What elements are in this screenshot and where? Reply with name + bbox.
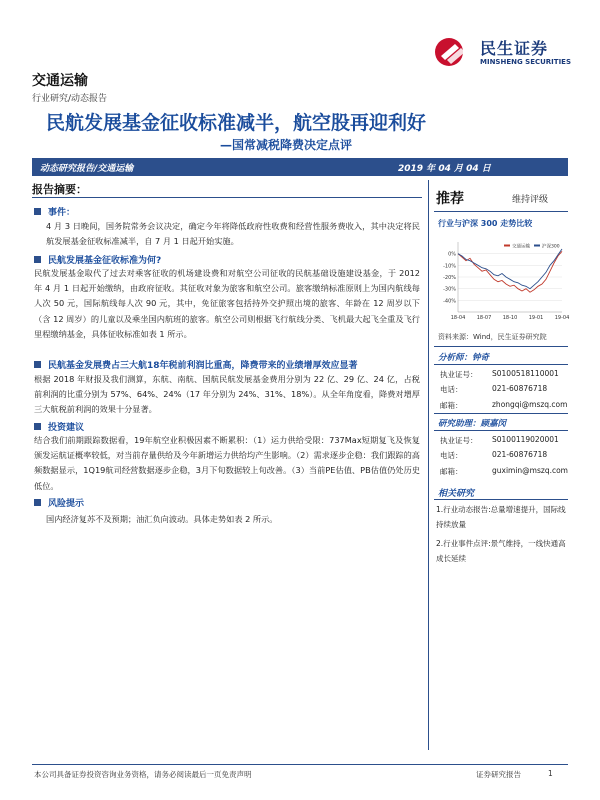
- report-type: 行业研究/动态报告: [32, 94, 108, 104]
- x-tick-label: 19-04: [554, 315, 570, 321]
- divider: [434, 499, 568, 500]
- rating-label: 维持评级: [512, 195, 549, 205]
- bullet-square-icon: [34, 361, 41, 368]
- sector-title: 交通运输: [32, 73, 88, 89]
- report-date: 2019 年 04 月 04 日: [398, 164, 491, 174]
- analyst-phone: 021-60876718: [492, 384, 548, 393]
- related-item[interactable]: 2.行业事件点评:景气维持，一线快通高成长延续: [436, 539, 566, 563]
- section-text-fund: 民航发展基金取代了过去对乘客征收的机场建设费和对航空公司征收的民航基础设施建设基金，于 2012 年 4 月 1 日起开始缴纳，由政府征收。其征收对象为旅客和航空公司。旅客缴纳标准原则上为国内航线每人次 50 元，国际航线每人次 90 元，其中，免征旅客包括持外交护照出境的旅客、年龄在 12 周岁以下（含 12 周岁）的儿童以及乘坐国内航班的旅客。航空公司则根据飞行航线分类、飞机最大起飞全重及飞行里程缴纳基金，具体征收标准如表 1 所示。: [34, 268, 420, 339]
- rating-divider: [434, 211, 568, 212]
- y-tick-label: -10%: [443, 263, 456, 270]
- analyst-cert-label: 执业证号：: [440, 370, 478, 379]
- footer-label: 证券研究报告: [476, 770, 521, 779]
- divider: [434, 413, 568, 414]
- divider: [434, 346, 568, 347]
- report-subtitle: —国常减税降费决定点评: [220, 138, 353, 152]
- analyst-label: 分析师：钟奇: [438, 353, 490, 363]
- section-text-risk: 国内经济复苏不及预期；油汇负向波动。具体走势如表 2 所示。: [46, 514, 278, 524]
- series-line: [458, 249, 562, 289]
- legend-label: 交通运输: [512, 244, 530, 250]
- assistant-phone: 021-60876718: [492, 450, 548, 459]
- assistant-phone-label: 电话：: [440, 451, 463, 460]
- section-text-advice: 结合我们前期跟踪数据看，19年航空业积极因素不断累积：（1）运力供给受限：737Max短期复飞及恢复颁发运航证概率较低，对当前存量供给及今年新增运力供给均产生影响。（2）需求逐步企稳：我们跟踪的高频数据显示，1Q19航司经营数据逐步企稳，3月下旬数据较上旬改善。（3）当前PE估值、PB估值仍处历史低位。: [34, 435, 420, 491]
- related-research-label: 相关研究: [438, 489, 475, 499]
- analyst-cert: S0100518110001: [492, 369, 559, 378]
- y-tick-label: 0%: [448, 251, 456, 258]
- footer-divider: [32, 764, 568, 765]
- assistant-label: 研究助理：顾嘉闵: [438, 419, 507, 429]
- legend-swatch: [534, 245, 540, 247]
- chart-source: 资料来源：Wind，民生证券研究院: [438, 333, 547, 341]
- legend-label: 沪深300: [542, 244, 560, 250]
- assistant-email[interactable]: guximin@mszq.com: [492, 466, 568, 475]
- minsheng-logo-icon: [433, 36, 475, 68]
- bar-category: 动态研究报告/交通运输: [40, 164, 134, 174]
- logo-subtext: MINSHENG SECURITIES: [480, 58, 571, 66]
- assistant-cert-label: 执业证号：: [440, 436, 478, 445]
- recommendation: 推荐: [436, 191, 464, 207]
- assistant-cert: S0100119020001: [492, 435, 559, 444]
- x-tick-label: 18-04: [450, 315, 466, 321]
- assistant-email-label: 邮箱：: [440, 467, 463, 476]
- report-title: 民航发展基金征收标准减半，航空股再迎利好: [46, 112, 427, 134]
- related-item[interactable]: 1.行业动态报告:总量增速提升，国际线持续放量: [436, 505, 566, 529]
- footer-disclaimer[interactable]: 本公司具备证券投资咨询业务资格，请务必阅读最后一页免责声明: [34, 770, 252, 779]
- trend-chart: [436, 236, 570, 326]
- section-heading-advice: 投资建议: [34, 420, 84, 433]
- logo-text: 民生证券: [480, 39, 549, 58]
- section-text-event: 4 月 3 日晚间，国务院常务会议决定，确定今年将降低政府性收费和经营性服务费收入，其中决定将民航发展基金征收标准减半，自 7 月 1 日起开始实施。: [46, 221, 420, 247]
- x-tick-label: 19-01: [528, 315, 544, 321]
- y-tick-label: -40%: [443, 298, 456, 305]
- page-number: 1: [548, 769, 553, 778]
- bullet-square-icon: [34, 499, 41, 506]
- summary-label: 报告摘要：: [32, 183, 87, 196]
- analyst-email[interactable]: zhongqi@mszq.com: [492, 400, 568, 409]
- bullet-square-icon: [34, 256, 41, 263]
- bullet-square-icon: [34, 208, 41, 215]
- section-heading-profit: 民航基金发展费占三大航18年税前利润比重高，降费带来的业绩增厚效应显著: [34, 358, 358, 371]
- x-tick-label: 18-10: [502, 315, 518, 321]
- analyst-email-label: 邮箱：: [440, 401, 463, 410]
- y-tick-label: -30%: [443, 286, 456, 293]
- section-heading-event: 事件：: [34, 205, 75, 218]
- analyst-phone-label: 电话：: [440, 385, 463, 394]
- legend-swatch: [504, 245, 510, 247]
- column-divider: [428, 180, 429, 750]
- bullet-square-icon: [34, 423, 41, 430]
- y-tick-label: -20%: [443, 275, 456, 281]
- section-text-profit: 根据 2018 年财报及我们测算，东航、南航、国航民航发展基金费用分别为 22 亿、29 亿、24 亿，占税前利润的比重分别为 57%、64%、24%（17 年分别为 24%、31%、18%）。从全年角度看，降费对增厚三大航税前利润的效果十分显著。: [34, 374, 420, 415]
- section-heading-risk: 风险提示: [34, 496, 84, 509]
- section-heading-fund: 民航发展基金征收标准为何?: [34, 253, 161, 266]
- divider: [434, 364, 568, 365]
- summary-divider: [32, 197, 422, 198]
- divider: [434, 430, 568, 431]
- x-tick-label: 18-07: [476, 315, 492, 321]
- chart-title: 行业与沪深 300 走势比较: [438, 219, 533, 228]
